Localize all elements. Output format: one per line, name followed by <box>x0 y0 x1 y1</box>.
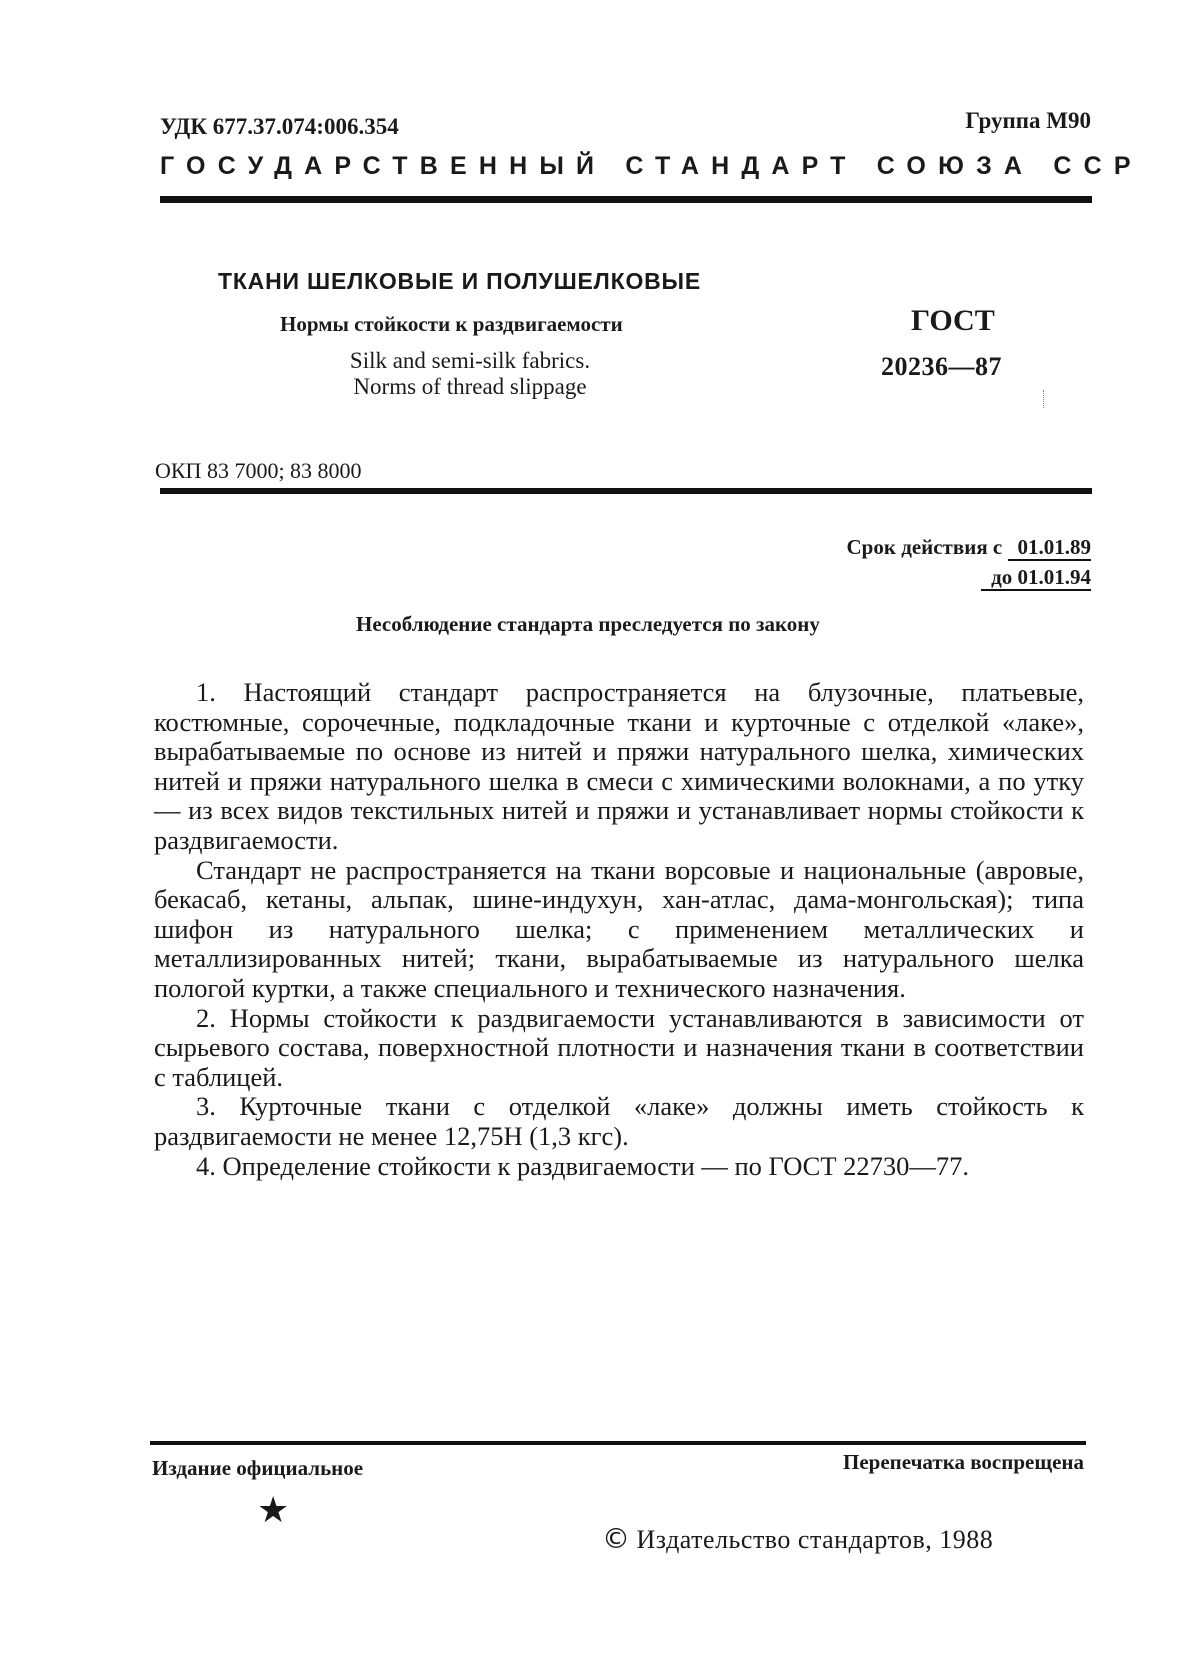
law-notice: Несоблюдение стандарта преследуется по закону <box>356 612 820 636</box>
paragraph-3: 2. Нормы стойкости к раздвигаемости устанавливаются в зависимости от сырьевого состава, поверхностной плотности и назначения ткани в соответствии с таблицей. <box>154 1002 1084 1092</box>
title-en-line-2: Norms of thread slippage <box>353 374 587 399</box>
star-icon: ★ <box>257 1490 290 1531</box>
gost-number: 20236—87 <box>881 352 1002 381</box>
udk-code: УДК 677.37.074:006.354 <box>160 114 399 139</box>
validity-to-group <box>981 565 1091 591</box>
validity-from-date: 01.01.89 <box>1008 535 1092 561</box>
copyright-text: Издательство стандартов, 1988 <box>636 1525 994 1554</box>
document-title: ТКАНИ ШЕЛКОВЫЕ И ПОЛУШЕЛКОВЫЕ <box>218 268 702 294</box>
header-divider <box>160 196 1092 203</box>
okp-code: ОКП 83 7000; 83 8000 <box>155 458 362 483</box>
reprint-note: Перепечатка воспрещена <box>843 1450 1084 1474</box>
document-subtitle-ru: Нормы стойкости к раздвигаемости <box>280 312 623 336</box>
gost-label: ГОСТ <box>911 304 995 337</box>
copyright-line <box>602 1522 993 1555</box>
footer-divider <box>150 1441 1086 1445</box>
paragraph-1: 1. Настоящий стандарт распространяется на блузочные, платьевые, костюмные, сорочечные, подкладочные ткани и курточные с отделкой «лаке», вырабатываемые по основе из нитей и пряжи натурального шелка, химических нитей и пряжи натурального шелка в смеси с химическими волокнами, а по утку — из всех видов текстильных нитей и пряжи и устанавливает нормы стойкости к раздвигаемости. <box>154 677 1084 855</box>
validity-from <box>847 532 1092 562</box>
paragraph-4: 3. Курточные ткани с отделкой «лаке» должны иметь стойкость к раздвигаемости не менее 12,75Н (1,3 кгс). <box>154 1091 1084 1151</box>
validity-to <box>847 562 1092 592</box>
validity-from-label: Срок действия с <box>846 535 1003 559</box>
validity-period <box>847 532 1092 592</box>
title-en-line-1: Silk and semi-silk fabrics. <box>349 348 591 373</box>
edition-note: Издание официальное <box>152 1456 364 1480</box>
paragraph-2: Стандарт не распространяется на ткани ворсовые и национальные (авровые, бекасаб, кетаны, альпак, шине-индухун, хан-атлас, дама-монгольская); типа шифон из натурального шелка; с применением металлических и металлизированных нитей; ткани, вырабатываемые из натурального шелка пологой куртки, а также специального и технического назначения. <box>154 854 1084 1003</box>
title-divider <box>160 488 1092 494</box>
copyright-icon: © <box>602 1522 631 1555</box>
validity-to-date: 01.01.94 <box>1017 565 1091 589</box>
validity-to-label: до <box>991 565 1013 589</box>
standard-body <box>154 678 1084 1181</box>
group-code: Группа М90 <box>965 108 1091 133</box>
margin-mark <box>1043 390 1045 408</box>
gov-standard-heading: ГОСУДАРСТВЕННЫЙ СТАНДАРТ СОЮЗА ССР <box>160 152 1143 180</box>
paragraph-5: 4. Определение стойкости к раздвигаемости — по ГОСТ 22730—77. <box>196 1150 970 1181</box>
document-title-en <box>300 348 640 400</box>
